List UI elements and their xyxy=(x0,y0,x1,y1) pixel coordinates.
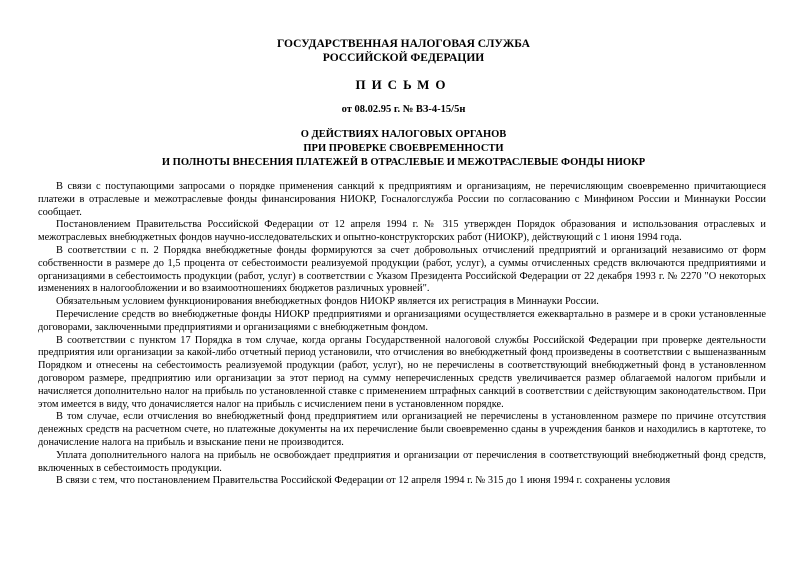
subject-line-1: О ДЕЙСТВИЯХ НАЛОГОВЫХ ОРГАНОВ xyxy=(300,129,507,140)
issuer-line-2: РОССИЙСКОЙ ФЕДЕРАЦИИ xyxy=(322,52,485,64)
paragraph-2: Постановлением Правительства Российской Федерации от 12 апреля 1994 г. № 315 утвержден Порядок образования и использования отраслевых и межотраслевых внебюджетных фондов научно-исследовательских и опытно-конструкторских работ (НИОКР), действующий с 1 июня 1994 года. xyxy=(38,219,766,244)
issuer-line-1: ГОСУДАРСТВЕННАЯ НАЛОГОВАЯ СЛУЖБА xyxy=(277,38,530,50)
document-number-date: от 08.02.95 г. № ВЗ-4-15/5н xyxy=(341,104,466,115)
subject-line-2: ПРИ ПРОВЕРКЕ СВОЕВРЕМЕННОСТИ xyxy=(303,143,504,154)
paragraph-4: Обязательным условием функционирования внебюджетных фондов НИОКР является их регистрация в Миннауки России. xyxy=(56,296,599,308)
subject-line-3: И ПОЛНОТЫ ВНЕСЕНИЯ ПЛАТЕЖЕЙ В ОТРАСЛЕВЫЕ И МЕЖОТРАСЛЕВЫЕ ФОНДЫ НИОКР xyxy=(161,157,646,168)
document-type-title: ПИСЬМО xyxy=(355,77,452,92)
paragraph-3: В соответствии с п. 2 Порядка внебюджетные фонды формируются за счет добровольных отчислений предприятий и организаций независимо от форм собственности в размере до 1,5 процента от себестоимости реализуемой продукции (работ, услуг), а суммы отчисленных средств включаются предприятиями и организациями в себестоимость продукции (работ, услуг) в соответствии с Указом Президента Российской Федерации от 22 декабря 1993 г. № 2270 "О некоторых изменениях в налогообложении и во взаимоотношениях бюджетов различных уровней". xyxy=(38,244,766,295)
paragraph-5: Перечисление средств во внебюджетные фонды НИОКР предприятиями и организациями осуществляется ежеквартально в размере и в сроки установленные договорами, заключенными предприятиями и организациями с внебюджетным фондом. xyxy=(38,308,766,333)
paragraph-1: В связи с поступающими запросами о порядке применения санкций к предприятиям и организациям, не перечисляющим своевременно причитающиеся платежи в отраслевые и межотраслевые фонды финансирования НИОКР, Госналогслужба России по согласованию с Минфином России и Миннауки России сообщает. xyxy=(38,181,766,218)
paragraph-7: В том случае, если отчисления во внебюджетный фонд предприятием или организацией не перечислены в установленном размере по причине отсутствия денежных средств на расчетном счете, но платежные документы на их перечисление были своевременно сданы в учреждения банков и находились в картотеке, то доначисление налога на прибыль и взыскание пени не производится. xyxy=(38,411,766,448)
document-body xyxy=(38,181,766,488)
paragraph-9: В связи с тем, что постановлением Правительства Российской Федерации от 12 апреля 1994 г. № 315 до 1 июня 1994 г. сохранены условия xyxy=(56,475,671,487)
paragraph-8: Уплата дополнительного налога на прибыль не освобождает предприятия и организации от перечисления в соответствующий внебюджетный фонд средств, включенных в себестоимость продукции. xyxy=(38,449,766,474)
paragraph-6: В соответствии с пунктом 17 Порядка в том случае, когда органы Государственной налоговой службы Российской Федерации при проверке деятельности предприятия или организации за какой-либо отчетный период установили, что отчисления во внебюджетный фонд произведены в соответствии с вышеназванным Порядком и отнесены на себестоимость реализуемой продукции (работ, услуг), но не перечислены в соответствующий внебюджетный фонд в установленном договором размере, предприятию или организации за этот период на сумму неперечисленных средств увеличивается размер облагаемой налогом прибыли и начисляется дополнительно налог на прибыль по установленной ставке с применением штрафных санкций в соответствии с действующим законодательством. При этом имеется в виду, что доначисляется налог на прибыль с исчислением пени в установленном порядке. xyxy=(38,334,766,410)
